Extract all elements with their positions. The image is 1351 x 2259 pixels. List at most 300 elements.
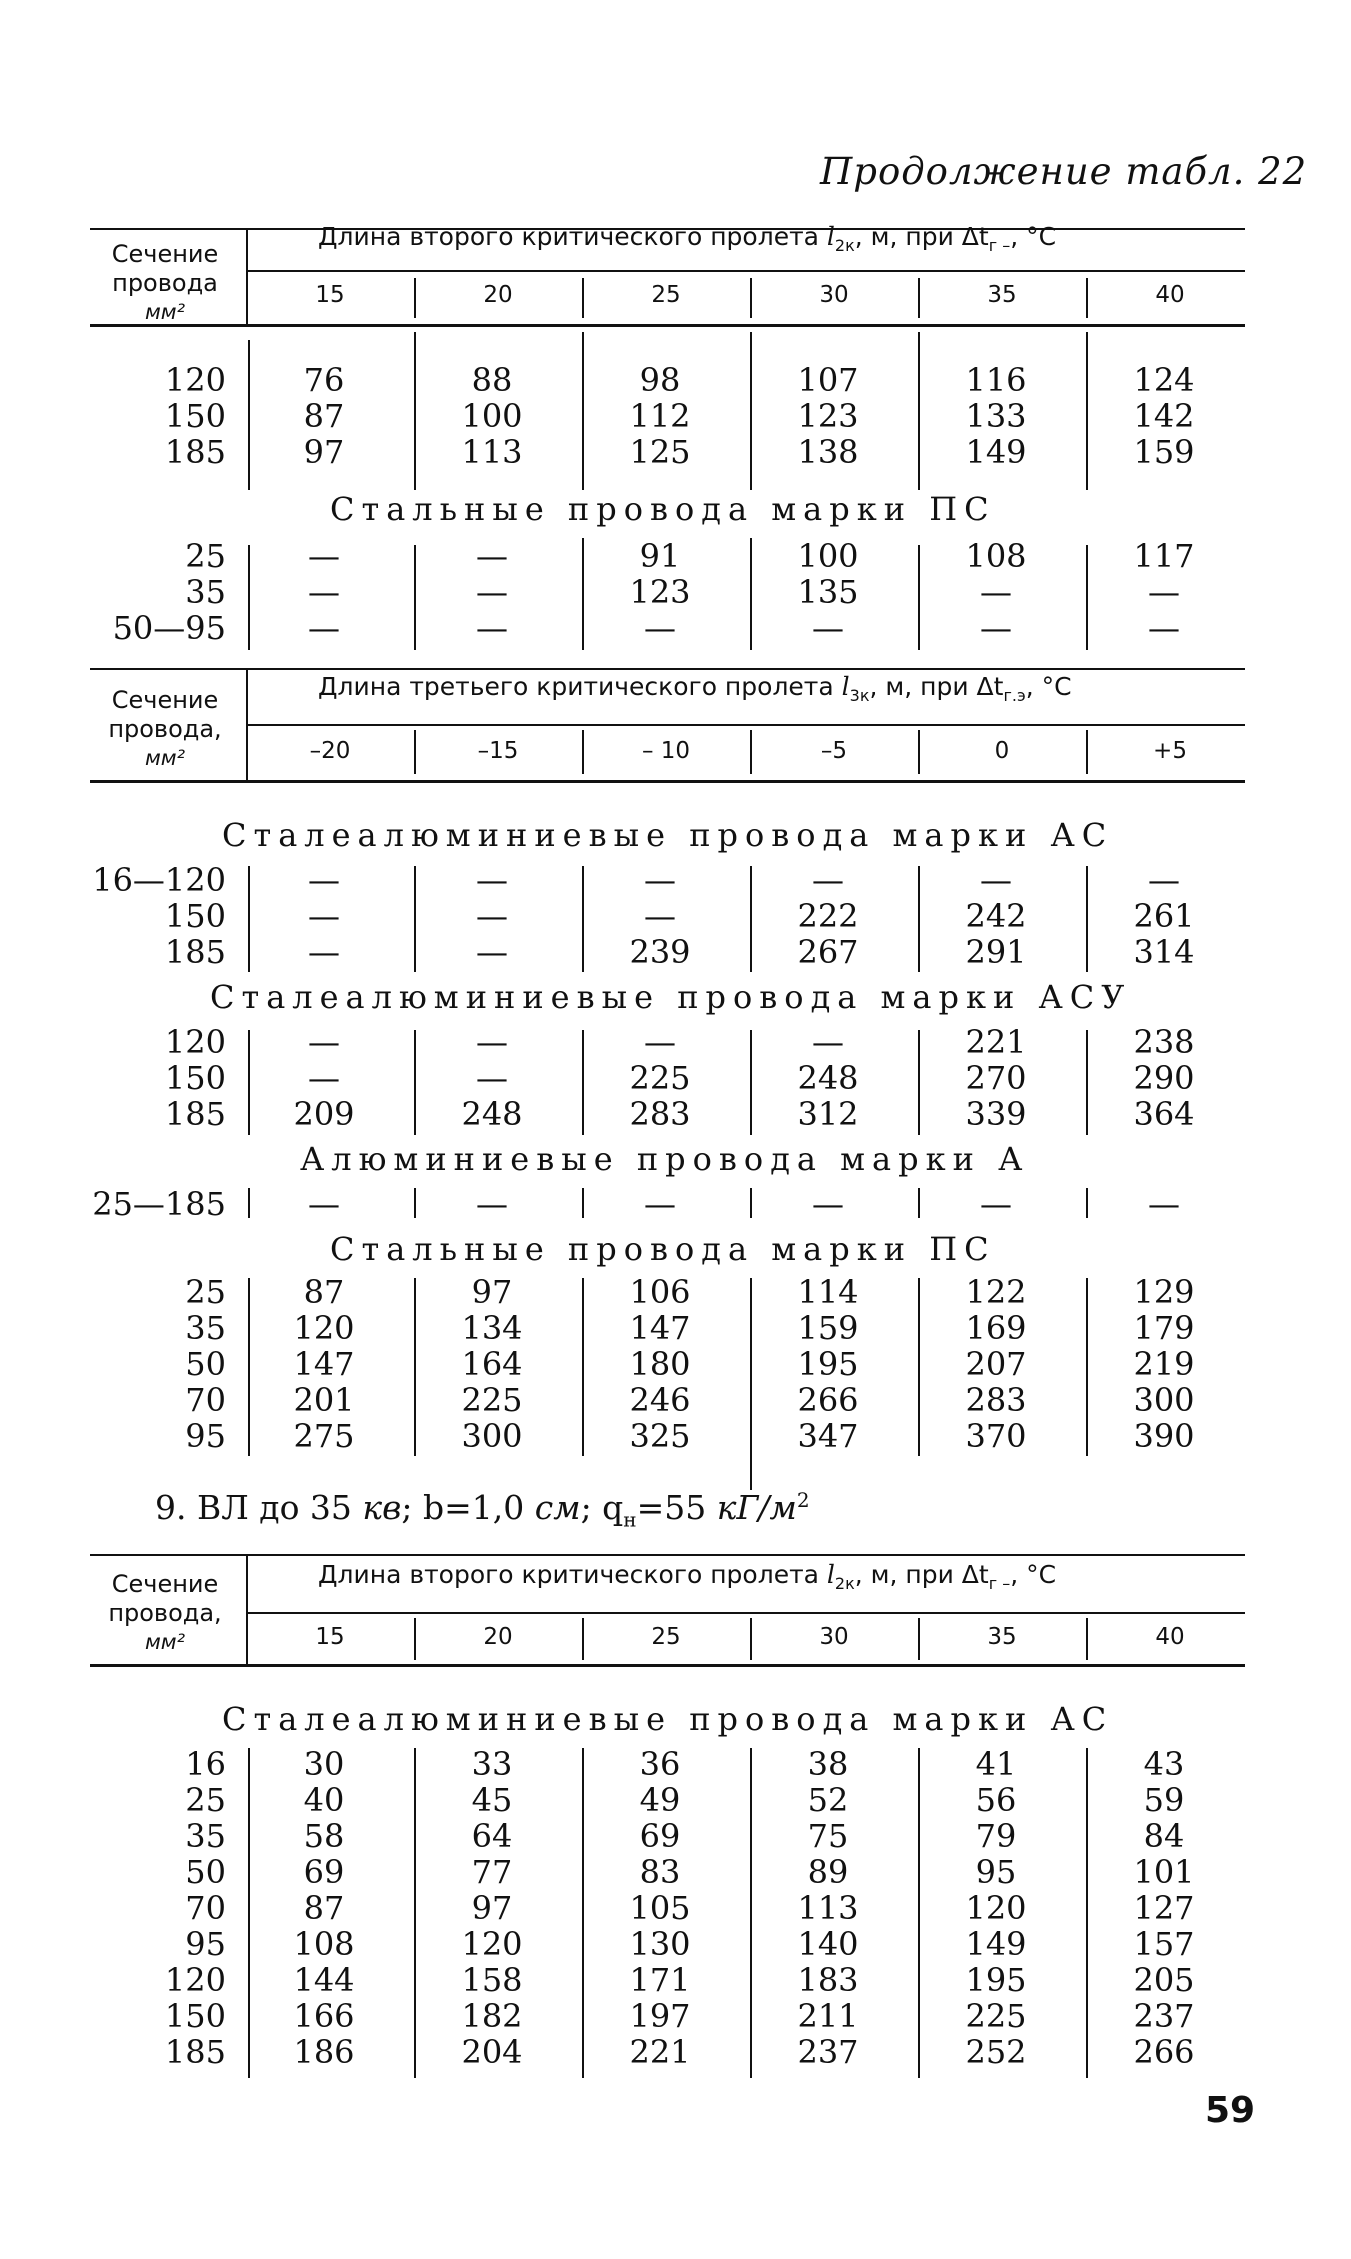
value-cell: 169	[965, 1309, 1027, 1347]
value-cell: 120	[965, 1889, 1027, 1927]
value-cell: 242	[965, 897, 1027, 935]
value-cell: 112	[629, 397, 691, 435]
header3-title-symbol: l	[826, 1560, 835, 1589]
value-cell: 122	[965, 1273, 1027, 1311]
header1-divider	[246, 228, 248, 324]
value-cell: 166	[293, 1997, 355, 2035]
header3-section-word2: провода,	[108, 1599, 222, 1627]
section-cell: 185	[164, 433, 226, 471]
value-cell: 290	[1133, 1059, 1195, 1097]
value-cell: 98	[639, 361, 681, 399]
table-row	[90, 1782, 1248, 1818]
value-cell: 248	[461, 1095, 523, 1133]
table-row	[90, 1060, 1248, 1096]
value-cell: —	[308, 897, 340, 935]
value-cell: 300	[461, 1417, 523, 1455]
value-cell: 130	[629, 1925, 691, 1963]
table-row	[90, 1998, 1248, 2034]
page-number: 59	[1205, 2090, 1256, 2131]
value-cell: 89	[807, 1853, 849, 1891]
header2-mid-rule	[246, 724, 1245, 726]
value-cell: —	[644, 861, 676, 899]
header2-col: – 10	[641, 738, 691, 764]
table-row	[90, 1310, 1248, 1346]
note-q-val: =55	[636, 1488, 707, 1527]
value-cell: 117	[1133, 537, 1195, 575]
table-row	[90, 1186, 1248, 1222]
value-cell: 283	[629, 1095, 691, 1133]
value-cell: 52	[807, 1781, 849, 1819]
header1-bottom-rule	[90, 324, 1245, 327]
group7-title: Сталеалюминиевые провода марки АС	[222, 1700, 1114, 1738]
value-cell: 134	[461, 1309, 523, 1347]
header1-section-unit: мм²	[144, 300, 186, 324]
value-cell: 221	[629, 2033, 691, 2071]
value-cell: 91	[639, 537, 681, 575]
header3-col: 15	[315, 1624, 345, 1650]
value-cell: 180	[629, 1345, 691, 1383]
value-cell: —	[476, 609, 508, 647]
value-cell: 266	[797, 1381, 859, 1419]
table-row	[90, 1962, 1248, 1998]
value-cell: —	[980, 861, 1012, 899]
value-cell: 100	[461, 397, 523, 435]
header1-title-end: , °С	[1010, 222, 1057, 251]
table-row	[90, 1746, 1248, 1782]
value-cell: 135	[797, 573, 859, 611]
section-cell: 150	[164, 1059, 226, 1097]
header3-col-sep	[1086, 1618, 1088, 1660]
header1-col: 25	[651, 282, 681, 308]
value-cell: 124	[1133, 361, 1195, 399]
value-cell: 127	[1133, 1889, 1195, 1927]
header2-title-text: Длина третьего критического пролета	[318, 672, 834, 701]
table-row	[90, 862, 1248, 898]
header1-col-sep	[1086, 278, 1088, 318]
value-cell: —	[476, 933, 508, 971]
header2-col-sep	[582, 730, 584, 774]
section-cell: 95	[185, 1417, 226, 1455]
header3-section-word: Сечение	[111, 1570, 219, 1598]
header2-col: –5	[820, 738, 848, 764]
value-cell: —	[812, 1185, 844, 1223]
header3-col-sep	[750, 1618, 752, 1660]
header3-col-sep	[918, 1618, 920, 1660]
value-cell: 261	[1133, 897, 1195, 935]
value-cell: 205	[1133, 1961, 1195, 1999]
value-cell: 87	[303, 1889, 345, 1927]
section-cell: 150	[164, 897, 226, 935]
value-cell: —	[476, 1059, 508, 1097]
header3-title-sub: 2к	[834, 1574, 855, 1593]
table-row	[90, 1818, 1248, 1854]
value-cell: —	[644, 897, 676, 935]
value-cell: 58	[303, 1817, 345, 1855]
value-cell: 339	[965, 1095, 1027, 1133]
value-cell: —	[476, 1185, 508, 1223]
value-cell: —	[476, 537, 508, 575]
value-cell: 300	[1133, 1381, 1195, 1419]
value-cell: 390	[1133, 1417, 1195, 1455]
value-cell: —	[308, 573, 340, 611]
value-cell: 201	[293, 1381, 355, 1419]
value-cell: 312	[797, 1095, 859, 1133]
table-row	[90, 898, 1248, 934]
value-cell: 106	[629, 1273, 691, 1311]
value-cell: 120	[293, 1309, 355, 1347]
header1-title-text: Длина второго критического пролета	[318, 222, 819, 251]
value-cell: 88	[471, 361, 513, 399]
section-cell: 150	[164, 1997, 226, 2035]
header3-title-end: , °С	[1010, 1560, 1057, 1589]
value-cell: 38	[807, 1745, 849, 1783]
value-cell: 120	[461, 1925, 523, 1963]
note-cm: см	[534, 1488, 581, 1527]
note-kv: кв	[362, 1488, 402, 1527]
header1-col: 35	[987, 282, 1017, 308]
value-cell: 239	[629, 933, 691, 971]
header2-col: 0	[994, 738, 1010, 764]
header3-col: 20	[483, 1624, 513, 1650]
group6-rows	[90, 1274, 1248, 1454]
value-cell: 97	[471, 1273, 513, 1311]
header3-bottom-rule	[90, 1664, 1245, 1667]
value-cell: 123	[629, 573, 691, 611]
value-cell: —	[980, 573, 1012, 611]
value-cell: 195	[965, 1961, 1027, 1999]
value-cell: —	[644, 609, 676, 647]
value-cell: 197	[629, 1997, 691, 2035]
value-cell: —	[308, 537, 340, 575]
header3-top-rule	[90, 1554, 1245, 1556]
value-cell: 129	[1133, 1273, 1195, 1311]
section-cell: 25	[185, 537, 226, 575]
header3-col: 30	[819, 1624, 849, 1650]
section-cell: 185	[164, 2033, 226, 2071]
note-q: ; q	[580, 1488, 624, 1527]
value-cell: 248	[797, 1059, 859, 1097]
header2-top-rule	[90, 668, 1245, 670]
section-cell: 185	[164, 1095, 226, 1133]
value-cell: 101	[1133, 1853, 1195, 1891]
header1-col: 40	[1155, 282, 1185, 308]
value-cell: 87	[303, 1273, 345, 1311]
section-cell: 35	[185, 1309, 226, 1347]
value-cell: 237	[1133, 1997, 1195, 2035]
value-cell: 69	[639, 1817, 681, 1855]
value-cell: 325	[629, 1417, 691, 1455]
value-cell: 164	[461, 1345, 523, 1383]
header1-section-word2: провода	[112, 269, 218, 297]
header2-title-end: , °С	[1025, 672, 1072, 701]
note-prefix: 9. ВЛ до 35	[155, 1488, 352, 1527]
value-cell: 113	[797, 1889, 859, 1927]
value-cell: 100	[797, 537, 859, 575]
value-cell: —	[308, 609, 340, 647]
header3-section-label	[90, 1570, 240, 1657]
value-cell: 207	[965, 1345, 1027, 1383]
header3-section-unit: мм²	[144, 1630, 186, 1654]
value-cell: 182	[461, 1997, 523, 2035]
table-row	[90, 434, 1248, 470]
value-cell: 225	[461, 1381, 523, 1419]
header1-title-sub: 2к	[834, 236, 855, 255]
table-row	[90, 1890, 1248, 1926]
group3-title: Сталеалюминиевые провода марки АС	[222, 816, 1114, 854]
note-unit-sup: 2	[796, 1488, 810, 1512]
value-cell: 76	[303, 361, 345, 399]
section-cell: 25	[185, 1781, 226, 1819]
value-cell: —	[644, 1185, 676, 1223]
value-cell: 49	[639, 1781, 681, 1819]
table-row	[90, 574, 1248, 610]
header1-title-post: , м, при Δt	[854, 222, 989, 251]
value-cell: 225	[629, 1059, 691, 1097]
value-cell: 221	[965, 1023, 1027, 1061]
value-cell: 211	[797, 1997, 859, 2035]
table-row	[90, 362, 1248, 398]
value-cell: 123	[797, 397, 859, 435]
group1-rows	[90, 362, 1248, 470]
header3-mid-rule	[246, 1612, 1245, 1614]
value-cell: 142	[1133, 397, 1195, 435]
continuation-title: Продолжение табл. 22	[820, 150, 1308, 193]
section-cell: 70	[185, 1889, 226, 1927]
group4-title: Сталеалюминиевые провода марки АСУ	[210, 978, 1132, 1016]
group2-rows	[90, 538, 1248, 646]
value-cell: 140	[797, 1925, 859, 1963]
section-cell: 35	[185, 1817, 226, 1855]
header2-title	[318, 672, 1072, 705]
value-cell: 64	[471, 1817, 513, 1855]
value-cell: 59	[1143, 1781, 1185, 1819]
header2-col: –20	[309, 738, 351, 764]
section-cell: 120	[164, 361, 226, 399]
value-cell: 45	[471, 1781, 513, 1819]
table-row	[90, 1382, 1248, 1418]
note-unit: кГ/м	[716, 1488, 797, 1527]
table-row	[90, 1274, 1248, 1310]
value-cell: —	[476, 897, 508, 935]
header3-col: 35	[987, 1624, 1017, 1650]
section-cell: 25—185	[92, 1185, 226, 1223]
table-row	[90, 1346, 1248, 1382]
table-row	[90, 934, 1248, 970]
value-cell: —	[308, 933, 340, 971]
group2-title: Стальные провода марки ПС	[330, 490, 996, 528]
value-cell: —	[308, 1023, 340, 1061]
value-cell: —	[1148, 1185, 1180, 1223]
table-row	[90, 1024, 1248, 1060]
value-cell: 252	[965, 2033, 1027, 2071]
section-cell: 50	[185, 1345, 226, 1383]
header2-section-word2: провода,	[108, 715, 222, 743]
group5-title: Алюминиевые провода марки А	[300, 1140, 1030, 1178]
header1-col: 15	[315, 282, 345, 308]
group6-title: Стальные провода марки ПС	[330, 1230, 996, 1268]
value-cell: 33	[471, 1745, 513, 1783]
value-cell: 36	[639, 1745, 681, 1783]
section-note	[155, 1488, 810, 1532]
section-cell: 120	[164, 1023, 226, 1061]
header1-title-sub2: г –	[988, 236, 1011, 255]
value-cell: 225	[965, 1997, 1027, 2035]
table-row	[90, 398, 1248, 434]
value-cell: 270	[965, 1059, 1027, 1097]
section-cell: 95	[185, 1925, 226, 1963]
value-cell: 133	[965, 397, 1027, 435]
value-cell: 171	[629, 1961, 691, 1999]
header1-section-label	[90, 240, 240, 327]
section-cell: 185	[164, 933, 226, 971]
header2-title-symbol: l	[841, 672, 850, 701]
value-cell: 149	[965, 433, 1027, 471]
note-q-sub: н	[623, 1507, 637, 1532]
header2-title-post: , м, при Δt	[869, 672, 1004, 701]
value-cell: —	[308, 1059, 340, 1097]
value-cell: —	[1148, 573, 1180, 611]
value-cell: 105	[629, 1889, 691, 1927]
header2-col: +5	[1153, 738, 1187, 764]
value-cell: 87	[303, 397, 345, 435]
value-cell: 147	[629, 1309, 691, 1347]
value-cell: 183	[797, 1961, 859, 1999]
value-cell: 157	[1133, 1925, 1195, 1963]
table-row	[90, 1926, 1248, 1962]
value-cell: 41	[975, 1745, 1017, 1783]
value-cell: 97	[303, 433, 345, 471]
value-cell: 125	[629, 433, 691, 471]
value-cell: 114	[797, 1273, 859, 1311]
section-cell: 16—120	[92, 861, 226, 899]
group4-rows	[90, 1024, 1248, 1132]
value-cell: 97	[471, 1889, 513, 1927]
header2-bottom-rule	[90, 780, 1245, 783]
section-cell: 25	[185, 1273, 226, 1311]
value-cell: 113	[461, 433, 523, 471]
table-row	[90, 610, 1248, 646]
value-cell: 283	[965, 1381, 1027, 1419]
value-cell: 364	[1133, 1095, 1195, 1133]
value-cell: —	[1148, 861, 1180, 899]
value-cell: 147	[293, 1345, 355, 1383]
header3-title-sub2: г –	[988, 1574, 1011, 1593]
group3-rows	[90, 862, 1248, 970]
header1-col: 20	[483, 282, 513, 308]
header1-col-sep	[750, 278, 752, 318]
header3-col-sep	[582, 1618, 584, 1660]
value-cell: —	[476, 1023, 508, 1061]
value-cell: 238	[1133, 1023, 1195, 1061]
section-cell: 35	[185, 573, 226, 611]
header3-title-text: Длина второго критического пролета	[318, 1560, 819, 1589]
value-cell: 291	[965, 933, 1027, 971]
header1-col-sep	[918, 278, 920, 318]
section-cell: 70	[185, 1381, 226, 1419]
header2-col-sep	[1086, 730, 1088, 774]
value-cell: —	[812, 1023, 844, 1061]
value-cell: 159	[797, 1309, 859, 1347]
value-cell: 79	[975, 1817, 1017, 1855]
value-cell: 222	[797, 897, 859, 935]
value-cell: 95	[975, 1853, 1017, 1891]
value-cell: 56	[975, 1781, 1017, 1819]
header1-mid-rule	[246, 270, 1245, 272]
header3-col: 25	[651, 1624, 681, 1650]
value-cell: 75	[807, 1817, 849, 1855]
value-cell: 108	[965, 537, 1027, 575]
table-row	[90, 1418, 1248, 1454]
table-row	[90, 538, 1248, 574]
value-cell: —	[812, 609, 844, 647]
value-cell: 237	[797, 2033, 859, 2071]
table-row	[90, 1854, 1248, 1890]
value-cell: 83	[639, 1853, 681, 1891]
value-cell: —	[308, 861, 340, 899]
header3-col-sep	[414, 1618, 416, 1660]
value-cell: 116	[965, 361, 1027, 399]
header2-title-sub: 3к	[849, 686, 870, 705]
value-cell: 107	[797, 361, 859, 399]
group5-rows	[90, 1186, 1248, 1222]
value-cell: 138	[797, 433, 859, 471]
value-cell: 186	[293, 2033, 355, 2071]
value-cell: 108	[293, 1925, 355, 1963]
value-cell: 347	[797, 1417, 859, 1455]
header3-title-post: , м, при Δt	[854, 1560, 989, 1589]
header2-section-unit: мм²	[144, 746, 186, 770]
header2-section-label	[90, 686, 240, 773]
value-cell: 267	[797, 933, 859, 971]
value-cell: 246	[629, 1381, 691, 1419]
header2-col-sep	[918, 730, 920, 774]
value-cell: 30	[303, 1745, 345, 1783]
section-cell: 50—95	[112, 609, 226, 647]
header1-col-sep	[582, 278, 584, 318]
header1-section-word: Сечение	[111, 240, 219, 268]
value-cell: 40	[303, 1781, 345, 1819]
value-cell: 314	[1133, 933, 1195, 971]
value-cell: —	[980, 1185, 1012, 1223]
value-cell: 370	[965, 1417, 1027, 1455]
value-cell: 219	[1133, 1345, 1195, 1383]
header1-col: 30	[819, 282, 849, 308]
value-cell: 77	[471, 1853, 513, 1891]
value-cell: 159	[1133, 433, 1195, 471]
value-cell: 266	[1133, 2033, 1195, 2071]
value-cell: 149	[965, 1925, 1027, 1963]
value-cell: —	[476, 573, 508, 611]
header1-title-symbol: l	[826, 222, 835, 251]
header2-col-sep	[414, 730, 416, 774]
table-row	[90, 1096, 1248, 1132]
group7-rows	[90, 1746, 1248, 2070]
value-cell: 275	[293, 1417, 355, 1455]
value-cell: 84	[1143, 1817, 1185, 1855]
value-cell: 209	[293, 1095, 355, 1133]
header2-title-sub2: г.э	[1003, 686, 1026, 705]
header1-col-sep	[414, 278, 416, 318]
header1-title	[318, 222, 1056, 255]
section-cell: 150	[164, 397, 226, 435]
table-row	[90, 2034, 1248, 2070]
value-cell: —	[1148, 609, 1180, 647]
value-cell: 204	[461, 2033, 523, 2071]
section-cell: 16	[185, 1745, 226, 1783]
value-cell: 69	[303, 1853, 345, 1891]
value-cell: 195	[797, 1345, 859, 1383]
section-cell: 120	[164, 1961, 226, 1999]
